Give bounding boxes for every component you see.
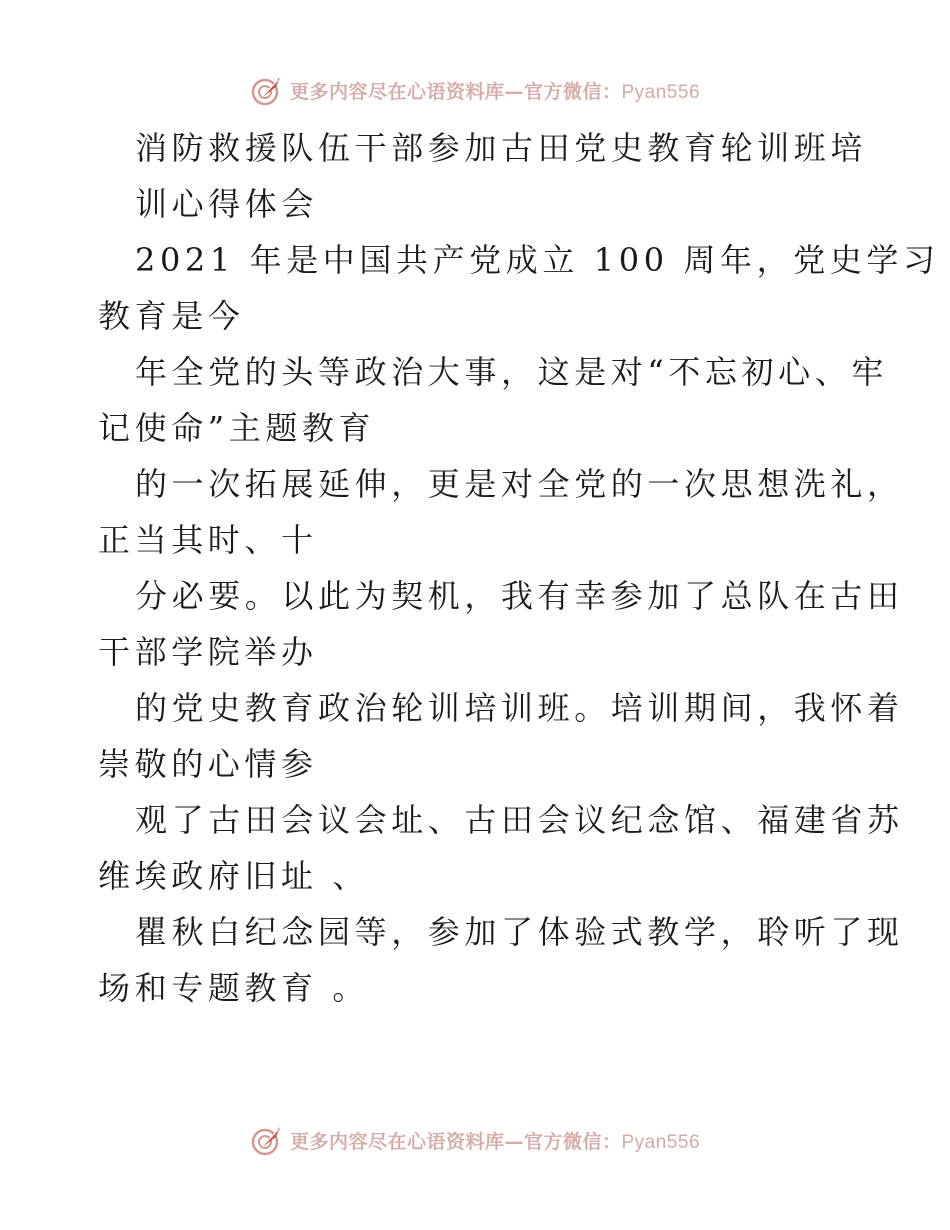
- text-line: 年全党的头等政治大事，这是对“不忘初心、牢: [135, 353, 888, 391]
- text-line: 消防救援队伍干部参加古田党史教育轮训班培: [135, 129, 868, 167]
- text-line: 教育是今: [98, 297, 245, 335]
- text-line: 的党史教育政治轮训培训班。培训期间，我怀着: [135, 689, 904, 727]
- text-line: 瞿秋白纪念园等，参加了体验式教学，聆听了现: [135, 913, 904, 951]
- text-line: 干部学院举办: [98, 633, 318, 671]
- quill-logo-icon: [250, 1123, 284, 1157]
- text-line: 记使命”主题教育: [98, 409, 376, 447]
- text-line: 分必要。以此为契机，我有幸参加了总队在古田: [135, 577, 904, 615]
- quill-logo-icon: [250, 73, 284, 107]
- header-watermark: [0, 70, 950, 110]
- text-line: 的一次拓展延伸，更是对全党的一次思想洗礼，: [135, 465, 904, 503]
- text-line: 正当其时、十: [98, 521, 318, 559]
- text-line: 场和专题教育 。: [98, 969, 369, 1007]
- watermark-text: 更多内容尽在心语资料库—官方微信：Pyan556: [289, 80, 701, 103]
- text-line: 观了古田会议会址、古田会议纪念馆、福建省苏: [135, 801, 904, 839]
- watermark-text: 更多内容尽在心语资料库—官方微信：Pyan556: [289, 1130, 701, 1153]
- text-line: 崇敬的心情参: [98, 745, 318, 783]
- document-body: [98, 120, 940, 1016]
- text-line: 维埃政府旧址 、: [98, 857, 369, 895]
- text-line: 2021 年是中国共产党成立 100 周年，党史学习: [135, 241, 940, 279]
- text-line: 训心得体会: [135, 185, 319, 223]
- footer-watermark: [0, 1120, 950, 1160]
